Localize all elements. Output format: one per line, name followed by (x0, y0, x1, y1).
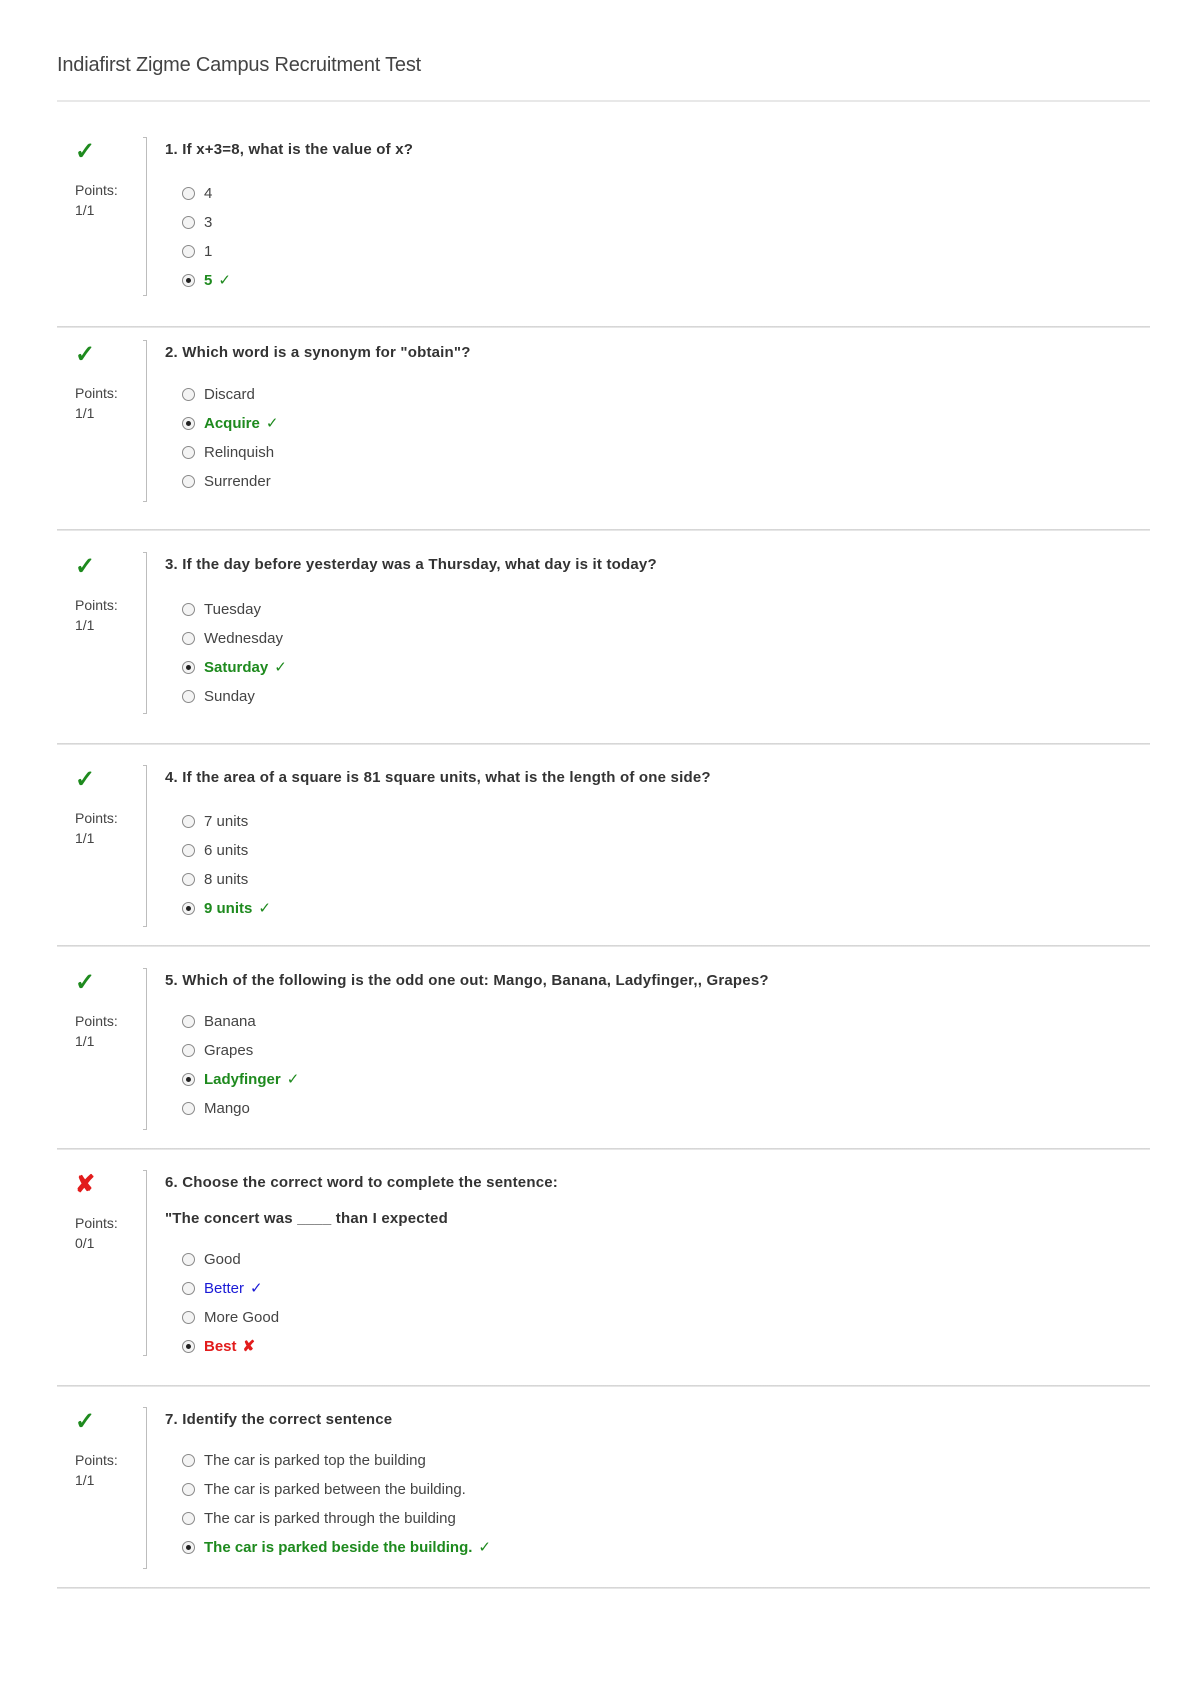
answer-option-label: Tuesday (204, 600, 261, 618)
answer-option-label: Good (204, 1250, 241, 1268)
answer-option[interactable] (182, 1098, 250, 1118)
answer-option-label: Saturday (204, 658, 269, 676)
radio-unselected-icon[interactable] (182, 873, 195, 886)
answer-option-label: 9 units (204, 899, 253, 917)
correct-check-icon: ✓ (75, 553, 96, 580)
answer-option[interactable] (182, 1508, 456, 1528)
radio-unselected-icon[interactable] (182, 815, 195, 828)
answer-option-label: Better (204, 1279, 245, 1297)
question-divider-line (146, 340, 147, 502)
points-value: 1/1 (75, 617, 95, 633)
answer-option[interactable] (182, 1450, 426, 1470)
answer-option[interactable] (182, 811, 248, 831)
points-label: Points: (75, 1452, 118, 1468)
radio-unselected-icon[interactable] (182, 1483, 195, 1496)
question-text: 7. Identify the correct sentence (165, 1411, 393, 1428)
radio-unselected-icon[interactable] (182, 216, 195, 229)
page-title: Indiafirst Zigme Campus Recruitment Test (57, 54, 421, 76)
question-block (57, 968, 1150, 1136)
check-mark-icon: ✓ (274, 659, 287, 676)
question-separator (57, 1385, 1150, 1387)
answer-option[interactable] (182, 212, 212, 232)
answer-option[interactable] (182, 442, 274, 462)
answer-option[interactable] (182, 1069, 299, 1089)
check-mark-icon: ✓ (250, 1280, 263, 1297)
answer-option[interactable] (182, 413, 278, 433)
question-text: 2. Which word is a synonym for "obtain"? (165, 344, 471, 361)
answer-option-label: 5 (204, 271, 213, 289)
answer-option[interactable] (182, 1537, 491, 1557)
answer-option[interactable] (182, 686, 255, 706)
check-mark-icon: ✓ (258, 900, 271, 917)
radio-unselected-icon[interactable] (182, 1311, 195, 1324)
answer-option-label: Banana (204, 1012, 256, 1030)
radio-selected-icon[interactable] (182, 902, 195, 915)
question-block (57, 765, 1150, 933)
question-separator (57, 529, 1150, 531)
question-block (57, 552, 1150, 720)
points-label: Points: (75, 597, 118, 613)
points-value: 0/1 (75, 1235, 95, 1251)
check-mark-icon: ✓ (286, 1071, 300, 1088)
radio-unselected-icon[interactable] (182, 632, 195, 645)
correct-check-icon: ✓ (75, 138, 96, 165)
correct-check-icon: ✓ (75, 1408, 96, 1435)
answer-option[interactable] (182, 270, 231, 290)
answer-option[interactable] (182, 1278, 263, 1298)
answer-option[interactable] (182, 869, 248, 889)
question-divider-line (146, 765, 147, 927)
answer-option-label: 6 units (204, 841, 249, 859)
answer-option-label: Grapes (204, 1041, 254, 1059)
question-separator (57, 1587, 1150, 1589)
answer-option-label: Sunday (204, 687, 255, 705)
title-divider (57, 100, 1150, 102)
answer-option[interactable] (182, 840, 248, 860)
question-separator (57, 326, 1150, 328)
question-text: 5. Which of the following is the odd one out: Mango, Banana, Ladyfinger,, Grapes? (165, 972, 769, 989)
answer-option[interactable] (182, 183, 212, 203)
answer-option[interactable] (182, 1011, 256, 1031)
answer-option[interactable] (182, 1336, 255, 1356)
answer-option-label: Discard (204, 385, 255, 403)
answer-option[interactable] (182, 1307, 279, 1327)
answer-option[interactable] (182, 599, 261, 619)
question-divider-line (146, 137, 147, 296)
radio-selected-icon[interactable] (182, 661, 195, 674)
radio-unselected-icon[interactable] (182, 187, 195, 200)
points-label: Points: (75, 1215, 118, 1231)
radio-unselected-icon[interactable] (182, 245, 195, 258)
radio-unselected-icon[interactable] (182, 475, 195, 488)
correct-check-icon: ✓ (75, 766, 96, 793)
answer-option-label: Relinquish (204, 443, 275, 461)
points-value: 1/1 (75, 1033, 95, 1049)
radio-unselected-icon[interactable] (182, 388, 195, 401)
answer-option-label: Acquire (204, 414, 260, 432)
wrong-cross-icon: ✘ (75, 1171, 96, 1198)
question-text: 3. If the day before yesterday was a Thursday, what day is it today? (165, 556, 657, 573)
points-value: 1/1 (75, 1472, 95, 1488)
question-subtext: "The concert was ____ than I expected (165, 1210, 448, 1227)
answer-option[interactable] (182, 1040, 253, 1060)
radio-selected-icon[interactable] (182, 274, 195, 287)
answer-option[interactable] (182, 657, 287, 677)
points-label: Points: (75, 385, 118, 401)
check-mark-icon: ✓ (265, 415, 279, 432)
question-divider-line (146, 968, 147, 1130)
radio-unselected-icon[interactable] (182, 1512, 195, 1525)
answer-option[interactable] (182, 241, 212, 261)
answer-option-label: 4 (204, 184, 213, 202)
points-label: Points: (75, 1013, 118, 1029)
points-label: Points: (75, 810, 118, 826)
answer-option-label: Surrender (204, 472, 271, 490)
answer-option[interactable] (182, 898, 271, 918)
answer-option-label: Wednesday (204, 629, 283, 647)
radio-unselected-icon[interactable] (182, 446, 195, 459)
answer-option-label: Best (204, 1337, 237, 1355)
answer-option-label: The car is parked between the building. (204, 1480, 466, 1498)
radio-unselected-icon[interactable] (182, 1454, 195, 1467)
correct-check-icon: ✓ (75, 969, 96, 996)
radio-unselected-icon[interactable] (182, 1044, 195, 1057)
points-value: 1/1 (75, 830, 95, 846)
answer-option[interactable] (182, 471, 271, 491)
radio-unselected-icon[interactable] (182, 844, 195, 857)
answer-option-label: 7 units (204, 812, 249, 830)
answer-option[interactable] (182, 1479, 466, 1499)
question-block (57, 1170, 1150, 1362)
question-text: 4. If the area of a square is 81 square units, what is the length of one side? (165, 769, 711, 786)
radio-selected-icon[interactable] (182, 1340, 195, 1353)
answer-option[interactable] (182, 1249, 241, 1269)
answer-option-label: 3 (204, 213, 213, 231)
check-mark-icon: ✓ (478, 1539, 491, 1556)
answer-option-label: Ladyfinger (204, 1070, 281, 1088)
question-block (57, 1407, 1150, 1575)
check-mark-icon: ✓ (218, 272, 231, 289)
radio-unselected-icon[interactable] (182, 1282, 195, 1295)
answer-option-label: Mango (204, 1099, 250, 1117)
radio-unselected-icon[interactable] (182, 1253, 195, 1266)
answer-option-label: The car is parked beside the building. (204, 1538, 473, 1556)
answer-option-label: 8 units (204, 870, 249, 888)
question-divider-line (146, 552, 147, 714)
question-divider-line (146, 1407, 147, 1569)
answer-option[interactable] (182, 384, 255, 404)
question-divider-line (146, 1170, 147, 1356)
answer-option-label: 1 (204, 242, 213, 260)
answer-option-label: More Good (204, 1308, 280, 1326)
radio-unselected-icon[interactable] (182, 1102, 195, 1115)
radio-unselected-icon[interactable] (182, 1015, 195, 1028)
radio-selected-icon[interactable] (182, 417, 195, 430)
answer-option-label: The car is parked top the building (204, 1451, 426, 1469)
question-separator (57, 1148, 1150, 1150)
answer-option-label: The car is parked through the building (204, 1509, 456, 1527)
points-label: Points: (75, 182, 118, 198)
question-text: 6. Choose the correct word to complete the sentence: (165, 1174, 558, 1191)
points-value: 1/1 (75, 405, 95, 421)
correct-check-icon: ✓ (75, 341, 96, 368)
cross-mark-icon: ✘ (242, 1338, 256, 1355)
question-separator (57, 743, 1150, 745)
question-block (57, 340, 1150, 508)
question-separator (57, 945, 1150, 947)
answer-option[interactable] (182, 628, 283, 648)
question-block (57, 137, 1150, 302)
radio-selected-icon[interactable] (182, 1541, 195, 1554)
question-text: 1. If x+3=8, what is the value of x? (165, 141, 414, 158)
radio-unselected-icon[interactable] (182, 603, 195, 616)
radio-selected-icon[interactable] (182, 1073, 195, 1086)
radio-unselected-icon[interactable] (182, 690, 195, 703)
points-value: 1/1 (75, 202, 95, 218)
